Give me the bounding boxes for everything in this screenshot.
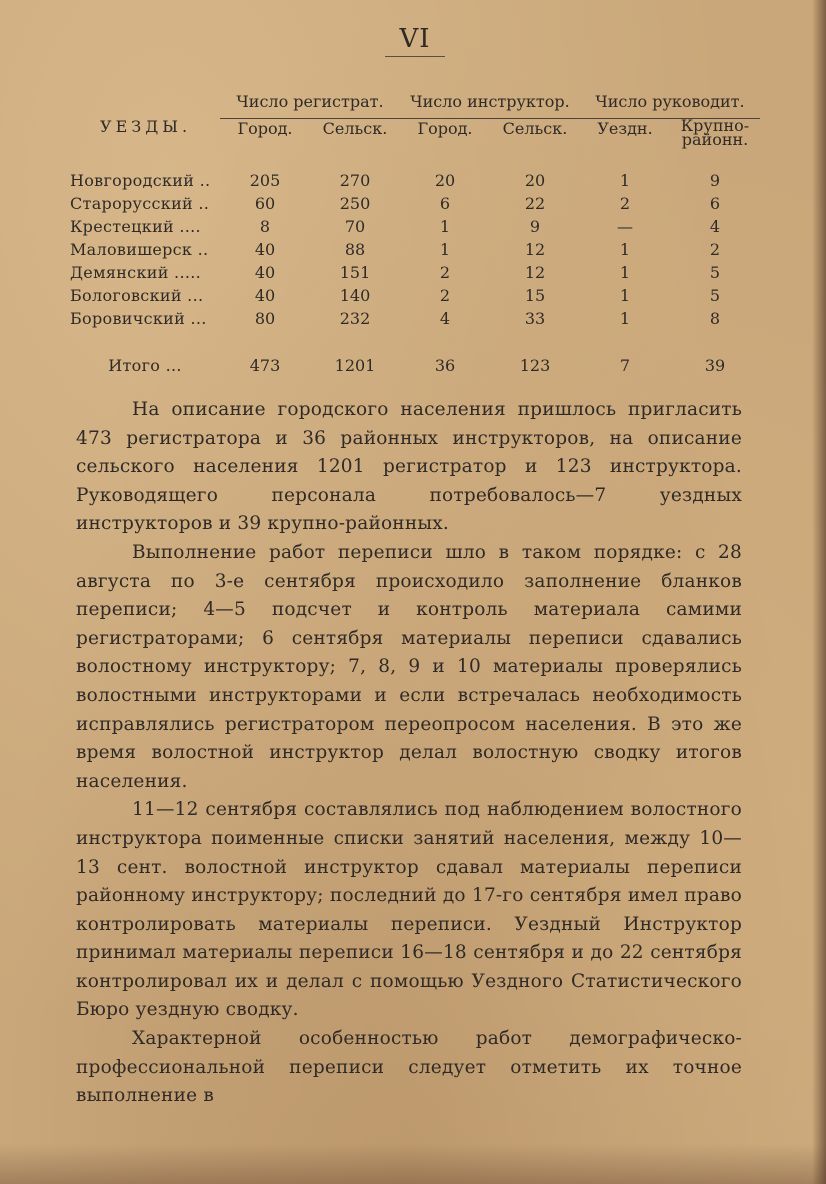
cell: 12: [524, 240, 546, 259]
cell: 1: [619, 240, 631, 259]
subheader-gorod: Город.: [237, 119, 293, 138]
total-cell: 1201: [334, 355, 376, 375]
table-row: [70, 284, 760, 307]
cell: 270: [339, 171, 371, 190]
paragraph: Выполнение работ переписи шло в таком порядке: с 28 августа по 3-е сентября происходило заполнение бланков переписи; 4—5 подсчет и контроль материала самими регистраторами; 6 сентября материалы перепиcи сдавались волостному инструктору; 7, 8, 9 и 10 материалы проверялись волостными инструкторами и если встречалась необходимость исправлялись регистратором переопросом населения. В это же время волостной инструктор делал волостную сводку итогов населения.: [76, 541, 742, 792]
paragraph: 11—12 сентября составлялись под наблюдением волостного инструктора поименные списки занятий населения, между 10—13 сент. волостной инструктор сдавал материалы переписи районному инструктору; последний до 17-го сентября имел право контролировать материалы переписи. Уездный Инструктор принимал материалы переписи 16—18 сентября и до 22 сентября контролировал их и делал с помощью Уездного Статистического Бюро уездную сводку.: [76, 799, 742, 1021]
paragraph: На описание городского населения пришлось пригласить 473 регистратора и 36 районных инструкторов, на описание сельского населения 1201 регистратор и 123 инструктора. Руководящего персонала потребовалось—7 уездных инструкторов и 39 крупно-районных.: [76, 399, 742, 535]
statistics-table: [70, 84, 760, 390]
cell: 40: [254, 286, 276, 305]
header-instructors: Число инструктор.: [400, 84, 580, 119]
cell: 2: [439, 286, 451, 305]
cell: 22: [524, 194, 546, 213]
cell: 80: [254, 309, 276, 328]
cell: 5: [709, 286, 721, 305]
subheader-uezdn: Уездн.: [597, 119, 653, 138]
page-edge-shadow: [812, 0, 826, 1184]
total-row: [70, 330, 760, 390]
cell: 4: [439, 309, 451, 328]
table-row: [70, 238, 760, 261]
table-row: [70, 169, 760, 192]
subheader-selsk: Сельск.: [322, 119, 388, 138]
row-name: Демянский .....: [70, 263, 201, 282]
row-name: Маловишерск ..: [70, 240, 209, 259]
cell: 205: [249, 171, 281, 190]
cell: 1: [619, 263, 631, 282]
cell: 9: [709, 171, 721, 190]
body-text: [76, 396, 742, 1111]
cell: 40: [254, 240, 276, 259]
row-name: Бологовский ...: [70, 286, 204, 305]
row-name: Старорусский ..: [70, 194, 210, 213]
cell: 1: [439, 217, 451, 236]
subheader-gorod-2: Город.: [417, 119, 473, 138]
cell: 15: [524, 286, 546, 305]
cell: 151: [339, 263, 371, 282]
cell: 1: [619, 286, 631, 305]
page-number: VI: [399, 24, 431, 54]
table-header-row: [70, 84, 760, 119]
cell: 140: [339, 286, 371, 305]
row-name: Боровичский ...: [70, 309, 207, 328]
total-cell: 473: [249, 355, 281, 375]
cell: 40: [254, 263, 276, 282]
cell: 88: [344, 240, 366, 259]
header-uezdy: УЕЗДЫ.: [100, 117, 192, 136]
cell: 4: [709, 217, 721, 236]
cell: 12: [524, 263, 546, 282]
cell: 1: [619, 309, 631, 328]
total-cell: 39: [704, 355, 726, 375]
paragraph: Характерной особенностью работ демографическо-профессиональной переписи следует отметить их точное выполнение в: [76, 1028, 742, 1107]
cell: 5: [709, 263, 721, 282]
cell: 6: [709, 194, 721, 213]
cell: 232: [339, 309, 371, 328]
table-row: [70, 307, 760, 330]
row-name: Крестецкий ....: [70, 217, 201, 236]
cell: 2: [709, 240, 721, 259]
subheader-krupno: Крупно-районн.: [680, 116, 750, 149]
header-registrators: Число регистрат.: [220, 84, 400, 119]
cell: 1: [619, 171, 631, 190]
cell: 33: [524, 309, 546, 328]
row-name: Новгородский ..: [70, 171, 211, 190]
cell: 20: [434, 171, 456, 190]
total-cell: 7: [619, 355, 631, 375]
cell: 8: [709, 309, 721, 328]
page-number-underline: [385, 56, 445, 57]
cell: —: [617, 217, 633, 236]
total-cell: 36: [434, 355, 456, 375]
cell: 8: [259, 217, 271, 236]
cell: 2: [439, 263, 451, 282]
cell: 9: [529, 217, 541, 236]
table-row: [70, 192, 760, 215]
cell: 1: [439, 240, 451, 259]
table-row: [70, 261, 760, 284]
header-leaders: Число руководит.: [580, 84, 760, 119]
cell: 60: [254, 194, 276, 213]
cell: 70: [344, 217, 366, 236]
cell: 6: [439, 194, 451, 213]
cell: 250: [339, 194, 371, 213]
cell: 20: [524, 171, 546, 190]
page-bottom-shadow: [0, 1144, 826, 1184]
total-label: Итого ...: [108, 355, 182, 375]
total-cell: 123: [519, 355, 551, 375]
subheader-selsk-2: Сельск.: [502, 119, 568, 138]
cell: 2: [619, 194, 631, 213]
table-row: [70, 215, 760, 238]
